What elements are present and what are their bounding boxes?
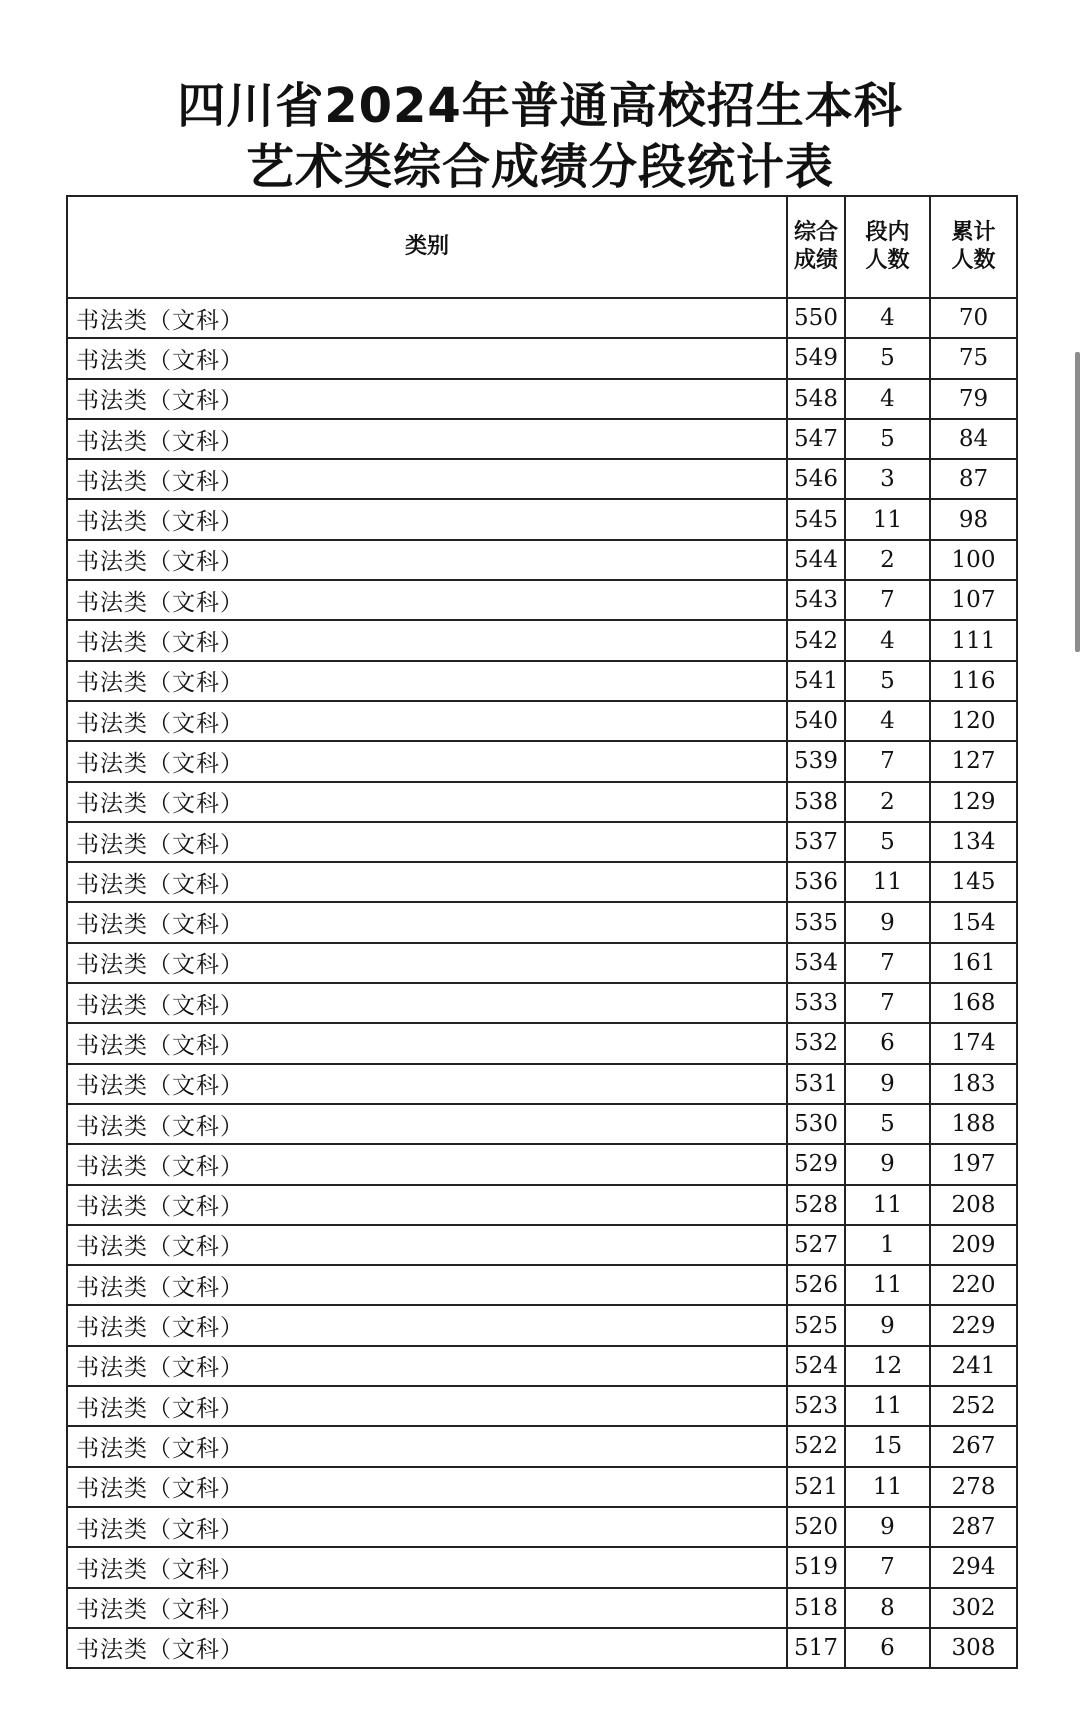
category-cell: 书法类（文科） — [67, 1265, 787, 1305]
cumulative-cell: 208 — [930, 1185, 1017, 1225]
count-cell: 11 — [845, 1185, 930, 1225]
count-cell: 5 — [845, 419, 930, 459]
count-cell: 12 — [845, 1346, 930, 1386]
count-cell: 1 — [845, 1225, 930, 1265]
score-cell: 540 — [787, 701, 845, 741]
count-cell: 2 — [845, 540, 930, 580]
category-cell: 书法类（文科） — [67, 1628, 787, 1668]
category-cell: 书法类（文科） — [67, 1386, 787, 1426]
category-cell: 书法类（文科） — [67, 1023, 787, 1063]
table-row — [67, 499, 1017, 539]
score-cell: 528 — [787, 1185, 845, 1225]
cumulative-cell: 229 — [930, 1305, 1017, 1345]
score-cell: 525 — [787, 1305, 845, 1345]
count-cell: 11 — [845, 1265, 930, 1305]
cumulative-cell: 98 — [930, 499, 1017, 539]
table-row — [67, 1185, 1017, 1225]
score-cell: 518 — [787, 1588, 845, 1628]
category-cell: 书法类（文科） — [67, 620, 787, 660]
score-cell: 523 — [787, 1386, 845, 1426]
score-cell: 535 — [787, 902, 845, 942]
count-cell: 8 — [845, 1588, 930, 1628]
header-category: 类别 — [67, 196, 787, 298]
cumulative-cell: 145 — [930, 862, 1017, 902]
count-cell: 11 — [845, 1386, 930, 1426]
cumulative-cell: 308 — [930, 1628, 1017, 1668]
category-cell: 书法类（文科） — [67, 1346, 787, 1386]
cumulative-cell: 183 — [930, 1064, 1017, 1104]
count-cell: 5 — [845, 822, 930, 862]
table-row — [67, 540, 1017, 580]
cumulative-cell: 220 — [930, 1265, 1017, 1305]
cumulative-cell: 111 — [930, 620, 1017, 660]
count-cell: 5 — [845, 1104, 930, 1144]
header-count — [845, 196, 930, 298]
table-row — [67, 620, 1017, 660]
score-cell: 541 — [787, 661, 845, 701]
category-cell: 书法类（文科） — [67, 1144, 787, 1184]
header-score — [787, 196, 845, 298]
cumulative-cell: 154 — [930, 902, 1017, 942]
cumulative-cell: 252 — [930, 1386, 1017, 1426]
cumulative-cell: 209 — [930, 1225, 1017, 1265]
count-cell: 9 — [845, 1305, 930, 1345]
score-cell: 539 — [787, 741, 845, 781]
score-cell: 532 — [787, 1023, 845, 1063]
score-cell: 527 — [787, 1225, 845, 1265]
cumulative-cell: 302 — [930, 1588, 1017, 1628]
table-row — [67, 1507, 1017, 1547]
score-cell: 533 — [787, 983, 845, 1023]
score-cell: 531 — [787, 1064, 845, 1104]
table-row — [67, 701, 1017, 741]
count-cell: 5 — [845, 661, 930, 701]
category-cell: 书法类（文科） — [67, 1547, 787, 1587]
cumulative-cell: 75 — [930, 338, 1017, 378]
cumulative-cell: 87 — [930, 459, 1017, 499]
category-cell: 书法类（文科） — [67, 580, 787, 620]
score-cell: 547 — [787, 419, 845, 459]
cumulative-cell: 84 — [930, 419, 1017, 459]
cumulative-cell: 294 — [930, 1547, 1017, 1587]
category-cell: 书法类（文科） — [67, 1426, 787, 1466]
cumulative-cell: 188 — [930, 1104, 1017, 1144]
cumulative-cell: 107 — [930, 580, 1017, 620]
count-cell: 9 — [845, 1144, 930, 1184]
category-cell: 书法类（文科） — [67, 1064, 787, 1104]
header-cumulative — [930, 196, 1017, 298]
score-cell: 550 — [787, 298, 845, 338]
table-row — [67, 379, 1017, 419]
category-cell: 书法类（文科） — [67, 902, 787, 942]
table-row — [67, 1588, 1017, 1628]
category-cell: 书法类（文科） — [67, 1467, 787, 1507]
count-cell: 11 — [845, 499, 930, 539]
count-cell: 7 — [845, 580, 930, 620]
table-row — [67, 580, 1017, 620]
scrollbar-thumb[interactable] — [1075, 352, 1080, 652]
score-cell: 543 — [787, 580, 845, 620]
table-row — [67, 1386, 1017, 1426]
table-row — [67, 1225, 1017, 1265]
cumulative-cell: 70 — [930, 298, 1017, 338]
header-score-label: 综合成绩 — [793, 220, 838, 273]
score-cell: 536 — [787, 862, 845, 902]
cumulative-cell: 129 — [930, 782, 1017, 822]
count-cell: 4 — [845, 701, 930, 741]
score-cell: 548 — [787, 379, 845, 419]
header-cumulative-label: 累计人数 — [951, 220, 996, 273]
count-cell: 4 — [845, 620, 930, 660]
table-row — [67, 822, 1017, 862]
table-row — [67, 1023, 1017, 1063]
category-cell: 书法类（文科） — [67, 1185, 787, 1225]
cumulative-cell: 120 — [930, 701, 1017, 741]
category-cell: 书法类（文科） — [67, 983, 787, 1023]
category-cell: 书法类（文科） — [67, 661, 787, 701]
category-cell: 书法类（文科） — [67, 701, 787, 741]
category-cell: 书法类（文科） — [67, 379, 787, 419]
category-cell: 书法类（文科） — [67, 419, 787, 459]
table-row — [67, 1305, 1017, 1345]
score-cell: 549 — [787, 338, 845, 378]
table-row — [67, 741, 1017, 781]
cumulative-cell: 168 — [930, 983, 1017, 1023]
category-cell: 书法类（文科） — [67, 459, 787, 499]
table-row — [67, 459, 1017, 499]
table-row — [67, 1628, 1017, 1668]
category-cell: 书法类（文科） — [67, 1588, 787, 1628]
count-cell: 9 — [845, 1507, 930, 1547]
cumulative-cell: 241 — [930, 1346, 1017, 1386]
score-cell: 546 — [787, 459, 845, 499]
table-row — [67, 1346, 1017, 1386]
count-cell: 6 — [845, 1628, 930, 1668]
count-cell: 4 — [845, 298, 930, 338]
cumulative-cell: 100 — [930, 540, 1017, 580]
count-cell: 7 — [845, 943, 930, 983]
score-cell: 517 — [787, 1628, 845, 1668]
count-cell: 11 — [845, 862, 930, 902]
table-row — [67, 983, 1017, 1023]
table-row — [67, 1467, 1017, 1507]
score-cell: 534 — [787, 943, 845, 983]
page-title-line-2: 艺术类综合成绩分段统计表 — [245, 139, 834, 195]
table-row — [67, 782, 1017, 822]
cumulative-cell: 161 — [930, 943, 1017, 983]
page-title-line-1: 四川省2024年普通高校招生本科 — [177, 78, 903, 134]
cumulative-cell: 267 — [930, 1426, 1017, 1466]
score-cell: 544 — [787, 540, 845, 580]
category-cell: 书法类（文科） — [67, 943, 787, 983]
score-cell: 524 — [787, 1346, 845, 1386]
score-cell: 530 — [787, 1104, 845, 1144]
category-cell: 书法类（文科） — [67, 298, 787, 338]
category-cell: 书法类（文科） — [67, 822, 787, 862]
category-cell: 书法类（文科） — [67, 499, 787, 539]
count-cell: 6 — [845, 1023, 930, 1063]
category-cell: 书法类（文科） — [67, 1104, 787, 1144]
cumulative-cell: 174 — [930, 1023, 1017, 1063]
count-cell: 9 — [845, 902, 930, 942]
score-cell: 526 — [787, 1265, 845, 1305]
header-count-label: 段内人数 — [865, 220, 910, 273]
score-cell: 520 — [787, 1507, 845, 1547]
table-row — [67, 1265, 1017, 1305]
cumulative-cell: 116 — [930, 661, 1017, 701]
cumulative-cell: 79 — [930, 379, 1017, 419]
cumulative-cell: 127 — [930, 741, 1017, 781]
cumulative-cell: 197 — [930, 1144, 1017, 1184]
cumulative-cell: 278 — [930, 1467, 1017, 1507]
count-cell: 7 — [845, 741, 930, 781]
cumulative-cell: 287 — [930, 1507, 1017, 1547]
table-header-row — [67, 196, 1017, 298]
category-cell: 书法类（文科） — [67, 1305, 787, 1345]
table-row — [67, 661, 1017, 701]
table-row — [67, 1426, 1017, 1466]
score-cell: 538 — [787, 782, 845, 822]
count-cell: 5 — [845, 338, 930, 378]
count-cell: 7 — [845, 983, 930, 1023]
score-cell: 522 — [787, 1426, 845, 1466]
count-cell: 11 — [845, 1467, 930, 1507]
score-cell: 542 — [787, 620, 845, 660]
table-row — [67, 902, 1017, 942]
category-cell: 书法类（文科） — [67, 1225, 787, 1265]
score-cell: 529 — [787, 1144, 845, 1184]
count-cell: 9 — [845, 1064, 930, 1104]
category-cell: 书法类（文科） — [67, 782, 787, 822]
table-row — [67, 419, 1017, 459]
table-row — [67, 1547, 1017, 1587]
count-cell: 15 — [845, 1426, 930, 1466]
table-row — [67, 338, 1017, 378]
score-cell: 519 — [787, 1547, 845, 1587]
table-row — [67, 1064, 1017, 1104]
table-row — [67, 943, 1017, 983]
count-cell: 2 — [845, 782, 930, 822]
category-cell: 书法类（文科） — [67, 540, 787, 580]
category-cell: 书法类（文科） — [67, 741, 787, 781]
category-cell: 书法类（文科） — [67, 338, 787, 378]
category-cell: 书法类（文科） — [67, 862, 787, 902]
score-cell: 537 — [787, 822, 845, 862]
score-cell: 521 — [787, 1467, 845, 1507]
table-row — [67, 1104, 1017, 1144]
count-cell: 4 — [845, 379, 930, 419]
category-cell: 书法类（文科） — [67, 1507, 787, 1547]
table-row — [67, 298, 1017, 338]
table-row — [67, 862, 1017, 902]
score-distribution-table — [66, 195, 1018, 1669]
count-cell: 7 — [845, 1547, 930, 1587]
count-cell: 3 — [845, 459, 930, 499]
cumulative-cell: 134 — [930, 822, 1017, 862]
table-row — [67, 1144, 1017, 1184]
score-cell: 545 — [787, 499, 845, 539]
